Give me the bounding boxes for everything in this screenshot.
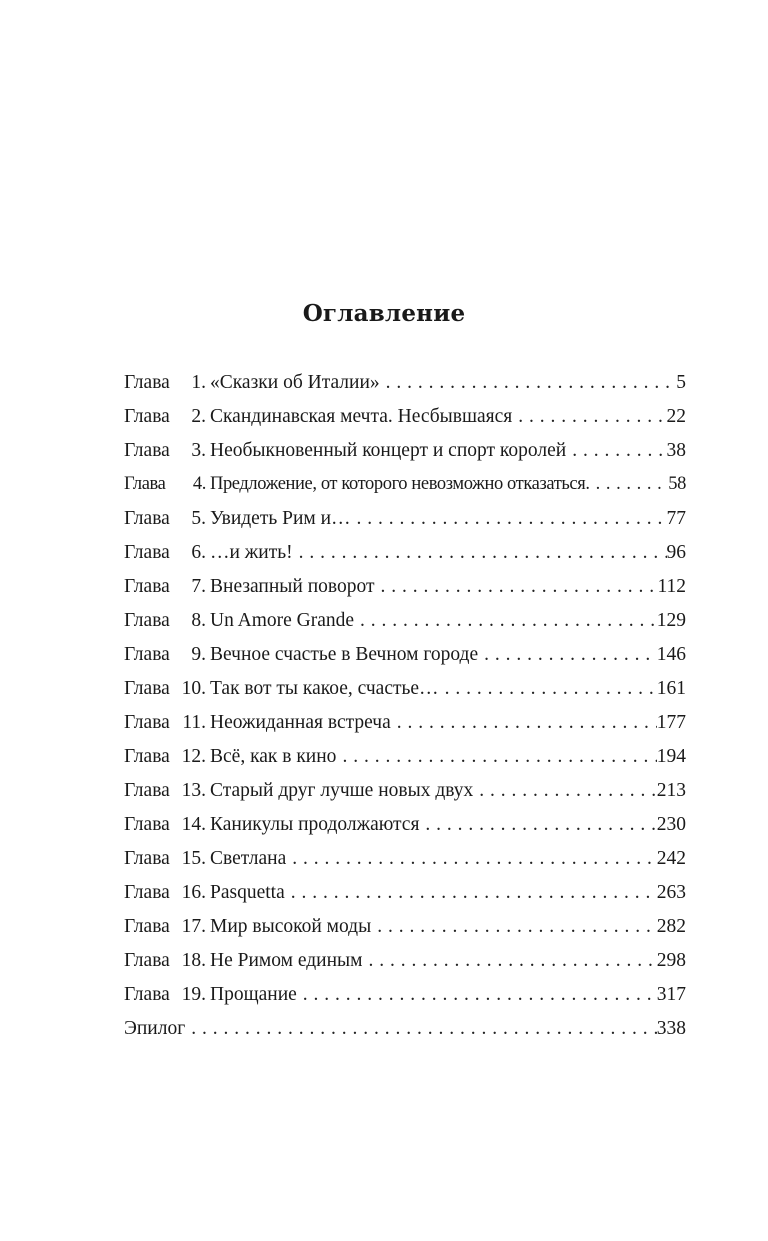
dot-leader: [391, 712, 657, 734]
chapter-label: [124, 712, 206, 734]
chapter-title: Un Amore Grande: [210, 610, 355, 631]
chapter-label: [124, 440, 206, 462]
chapter-word: Глава: [124, 984, 170, 1005]
chapter-label: [124, 372, 206, 394]
page-number: 58: [668, 474, 686, 494]
chapter-label: [124, 984, 206, 1006]
toc-entry[interactable]: [124, 542, 686, 576]
chapter-title: Каникулы продолжаются: [210, 814, 420, 835]
dot-leader: [354, 610, 657, 632]
chapter-title: Так вот ты какое, счастье…: [210, 678, 439, 699]
page-title: Оглавление: [302, 300, 466, 327]
toc-entry[interactable]: [124, 678, 686, 712]
toc-entry[interactable]: [124, 712, 686, 746]
dot-leader: [439, 678, 657, 700]
toc-entry[interactable]: [124, 950, 686, 984]
chapter-title: Pasquetta: [210, 882, 285, 903]
chapter-label: [124, 950, 206, 972]
dot-leader: [336, 746, 656, 768]
page-number: 177: [656, 712, 686, 733]
page-number: 213: [656, 780, 686, 801]
chapter-number: 7.: [191, 576, 206, 597]
chapter-label: [124, 644, 206, 666]
chapter-label: [124, 576, 206, 598]
page-number: 263: [656, 882, 686, 903]
chapter-title: Вечное счастье в Вечном городе: [210, 644, 479, 665]
dot-leader: [285, 882, 657, 904]
chapter-number: 3.: [191, 440, 206, 461]
toc-entry[interactable]: [124, 474, 686, 508]
chapter-word: Глава: [124, 712, 170, 733]
page-number: 317: [656, 984, 686, 1005]
page-number: 146: [656, 644, 686, 665]
dot-leader: [185, 1018, 657, 1040]
chapter-word: Глава: [124, 916, 170, 937]
chapter-label: [124, 814, 206, 836]
chapter-number: 1.: [191, 372, 206, 393]
toc-entry[interactable]: [124, 406, 686, 440]
page-number: 282: [656, 916, 686, 937]
chapter-label: [124, 508, 206, 530]
page-number: 338: [656, 1018, 686, 1039]
chapter-title: Прощание: [210, 984, 297, 1005]
dot-leader: [478, 644, 657, 666]
chapter-title: Предложение, от которого невозможно отказаться.: [210, 474, 590, 494]
chapter-word: Глава: [124, 644, 170, 665]
page-number: 96: [666, 542, 686, 563]
chapter-word: Глава: [124, 576, 170, 597]
chapter-label: [124, 882, 206, 904]
chapter-title: Неожиданная встреча: [210, 712, 391, 733]
toc-entry[interactable]: [124, 780, 686, 814]
chapter-number: 13.: [181, 780, 206, 801]
chapter-word: Глава: [124, 440, 170, 461]
toc-entry[interactable]: [124, 882, 686, 916]
chapter-label: [124, 746, 206, 768]
toc-entry-epilogue[interactable]: [124, 1018, 686, 1052]
chapter-word: Глава: [124, 406, 170, 427]
chapter-word: Глава: [124, 474, 166, 494]
chapter-label: [124, 610, 206, 632]
chapter-word: Глава: [124, 882, 170, 903]
dot-leader: [566, 440, 666, 462]
dot-leader: [419, 814, 656, 836]
chapter-word: Глава: [124, 848, 170, 869]
dot-leader: [473, 780, 656, 802]
chapter-word: Глава: [124, 950, 170, 971]
chapter-word: Глава: [124, 372, 170, 393]
page-number: 230: [656, 814, 686, 835]
epilogue-title: Эпилог: [124, 1018, 186, 1039]
toc-entry[interactable]: [124, 372, 686, 406]
chapter-word: Глава: [124, 678, 170, 699]
toc-entry[interactable]: [124, 508, 686, 542]
chapter-label: [124, 474, 206, 495]
chapter-number: 18.: [181, 950, 206, 971]
chapter-title: Скандинавская мечта. Несбывшаяся: [210, 406, 513, 427]
toc-entry[interactable]: [124, 916, 686, 950]
chapter-number: 16.: [181, 882, 206, 903]
page-number: 38: [666, 440, 686, 461]
dot-leader: [362, 950, 656, 972]
chapter-label: [124, 542, 206, 564]
toc-entry[interactable]: [124, 984, 686, 1018]
page-number: 242: [656, 848, 686, 869]
dot-leader: [293, 542, 667, 564]
toc-entry[interactable]: [124, 576, 686, 610]
chapter-number: 2.: [191, 406, 206, 427]
chapter-number: 8.: [191, 610, 206, 631]
chapter-title: Внезапный поворот: [210, 576, 375, 597]
chapter-number: 11.: [182, 712, 206, 733]
page-number: 5: [676, 372, 686, 393]
chapter-number: 14.: [181, 814, 206, 835]
chapter-word: Глава: [124, 542, 170, 563]
chapter-title: Светлана: [210, 848, 287, 869]
dot-leader: [371, 916, 657, 938]
dot-leader: [375, 576, 658, 598]
dot-leader: [351, 508, 667, 530]
page-number: 22: [666, 406, 686, 427]
toc-entry[interactable]: [124, 440, 686, 474]
dot-leader: [590, 474, 669, 495]
chapter-label: [124, 848, 206, 870]
dot-leader: [286, 848, 656, 870]
chapter-title: Увидеть Рим и…: [210, 508, 351, 529]
chapter-number: 19.: [181, 984, 206, 1005]
chapter-title: Необыкновенный концерт и спорт королей: [210, 440, 567, 461]
chapter-title: …и жить!: [210, 542, 293, 563]
chapter-number: 15.: [181, 848, 206, 869]
page-number: 77: [666, 508, 686, 529]
toc-entry[interactable]: [124, 610, 686, 644]
toc-entry[interactable]: [124, 746, 686, 780]
chapter-number: 17.: [181, 916, 206, 937]
dot-leader: [380, 372, 677, 394]
chapter-word: Глава: [124, 508, 170, 529]
chapter-title: Старый друг лучше новых двух: [210, 780, 474, 801]
chapter-word: Глава: [124, 814, 170, 835]
toc-entry[interactable]: [124, 644, 686, 678]
toc-entry[interactable]: [124, 814, 686, 848]
page-number: 298: [656, 950, 686, 971]
chapter-title: «Сказки об Италии»: [210, 372, 380, 393]
chapter-title: Не Римом единым: [210, 950, 363, 971]
chapter-number: 12.: [181, 746, 206, 767]
dot-leader: [512, 406, 666, 428]
chapter-number: 6.: [191, 542, 206, 563]
page-number: 112: [657, 576, 686, 597]
chapter-word: Глава: [124, 610, 170, 631]
chapter-number: 4.: [192, 474, 206, 494]
chapter-title: Всё, как в кино: [210, 746, 337, 767]
chapter-number: 5.: [191, 508, 206, 529]
chapter-title: Мир высокой моды: [210, 916, 372, 937]
page-number: 161: [656, 678, 686, 699]
chapter-label: [124, 678, 206, 700]
chapter-word: Глава: [124, 780, 170, 801]
dot-leader: [297, 984, 657, 1006]
page-number: 129: [656, 610, 686, 631]
page-number: 194: [656, 746, 686, 767]
chapter-word: Глава: [124, 746, 170, 767]
chapter-label: [124, 780, 206, 802]
toc-entry[interactable]: [124, 848, 686, 882]
chapter-label: [124, 406, 206, 428]
chapter-label: [124, 916, 206, 938]
table-of-contents: [124, 372, 686, 1052]
chapter-number: 10.: [181, 678, 206, 699]
chapter-number: 9.: [191, 644, 206, 665]
